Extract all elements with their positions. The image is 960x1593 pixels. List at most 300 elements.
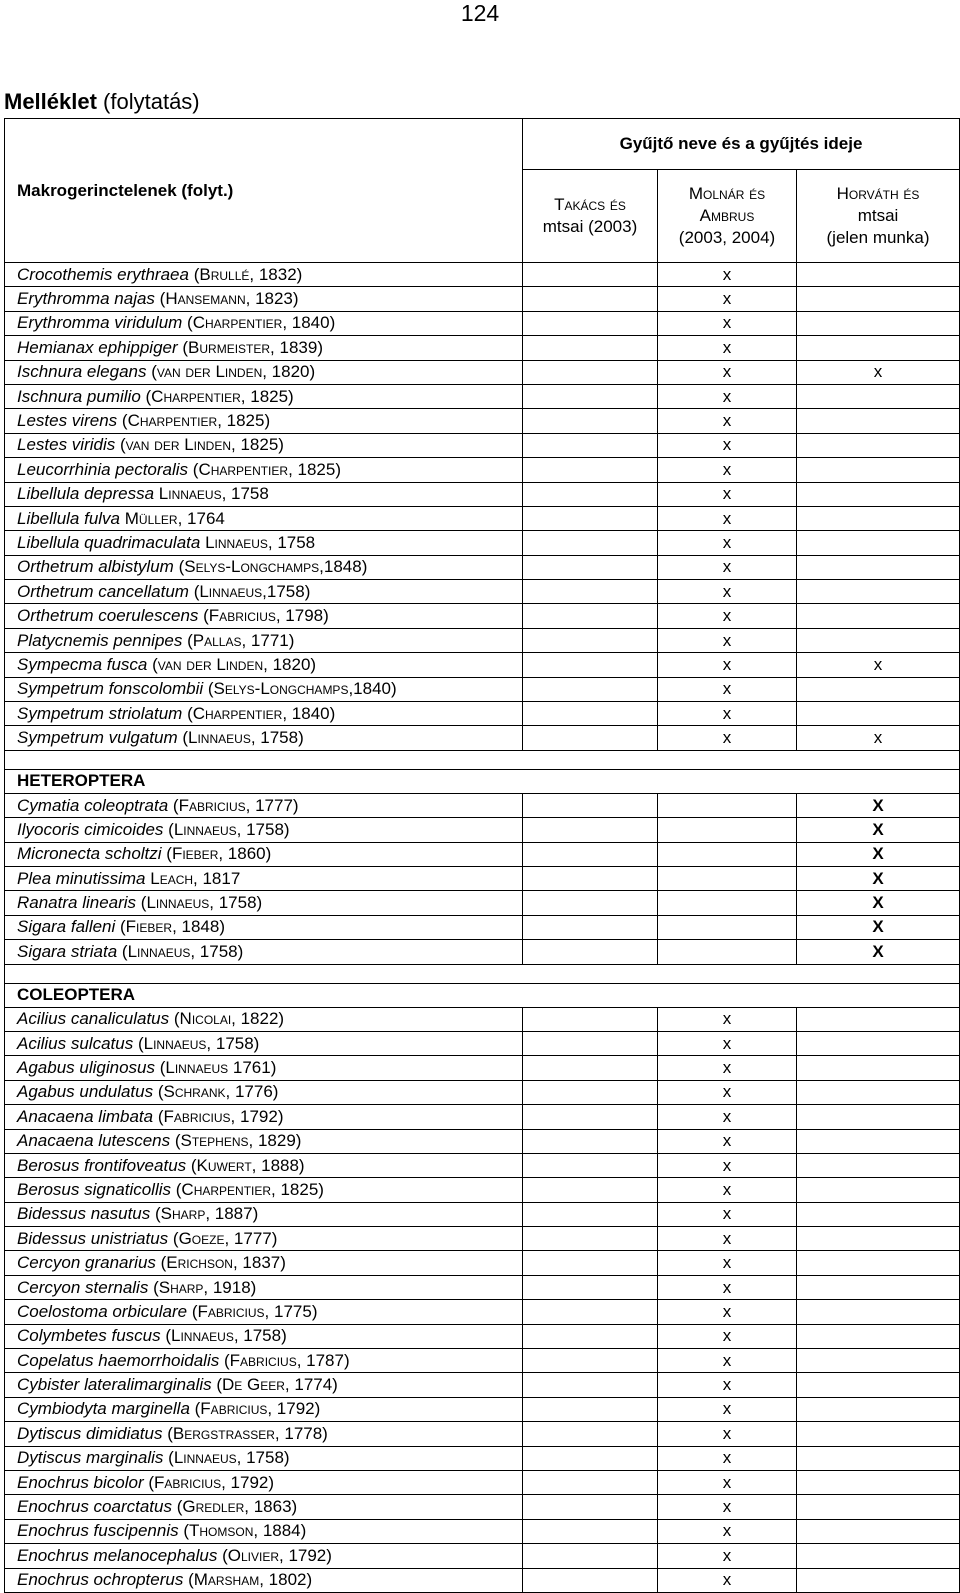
species-author: (Hansemann, 1823): [159, 289, 299, 309]
mark-molnar: x: [658, 1202, 797, 1226]
mark-molnar: x: [658, 1568, 797, 1592]
species-name-cell: [5, 409, 523, 433]
table-row: [5, 1129, 960, 1153]
species-name: Erythromma najas: [17, 289, 155, 309]
mark-horvath: [797, 506, 960, 530]
species-author: (Charpentier, 1825): [121, 411, 271, 431]
mark-molnar: x: [658, 1275, 797, 1299]
group-header-row: [5, 983, 960, 1007]
mark-horvath: x: [797, 360, 960, 384]
species-name-cell: [5, 1178, 523, 1202]
species-name-cell: [5, 1202, 523, 1226]
mark-takacs: [523, 702, 658, 726]
species-name: Enochrus melanocephalus: [17, 1545, 218, 1565]
mark-horvath: [797, 409, 960, 433]
mark-molnar: x: [658, 726, 797, 750]
species-name-cell: [5, 1446, 523, 1470]
header-col-takacs: [523, 170, 658, 263]
mark-molnar: x: [658, 311, 797, 335]
mark-horvath: X: [797, 866, 960, 890]
mark-molnar: x: [658, 287, 797, 311]
mark-horvath: [797, 1202, 960, 1226]
mark-takacs: [523, 1495, 658, 1519]
table-row: [5, 287, 960, 311]
species-author: (Sharp, 1887): [154, 1204, 259, 1224]
mark-takacs: [523, 287, 658, 311]
species-name: Cercyon granarius: [17, 1253, 156, 1273]
species-name-cell: [5, 482, 523, 506]
species-author: (Charpentier, 1825): [145, 386, 294, 406]
mark-molnar: x: [658, 580, 797, 604]
mark-horvath: [797, 1470, 960, 1494]
species-author: (Fieber, 1860): [166, 844, 272, 864]
species-name: Cymatia coleoptrata: [17, 795, 169, 815]
species-author: (Linnaeus, 1758): [140, 893, 263, 913]
group-header-row: [5, 769, 960, 793]
table-row: [5, 842, 960, 866]
mark-horvath: [797, 1129, 960, 1153]
header-molnar-line3: (2003, 2004): [678, 228, 776, 247]
table-row: [5, 1495, 960, 1519]
species-name: Crocothemis erythraea: [17, 264, 189, 284]
mark-molnar: x: [658, 1031, 797, 1055]
mark-horvath: X: [797, 818, 960, 842]
mark-takacs: [523, 1324, 658, 1348]
species-author: (Linnaeus, 1758): [165, 1326, 287, 1346]
species-name-cell: [5, 1470, 523, 1494]
table-row: [5, 1349, 960, 1373]
header-molnar-name: Molnár és: [688, 184, 766, 203]
species-author: (Gredler, 1863): [176, 1497, 298, 1517]
table-row: [5, 580, 960, 604]
table-row: [5, 409, 960, 433]
species-table: [4, 118, 960, 1593]
species-name-cell: [5, 915, 523, 939]
mark-molnar: x: [658, 482, 797, 506]
species-author: (Selys-Longchamps,1848): [178, 557, 368, 577]
mark-molnar: x: [658, 1446, 797, 1470]
table-row: [5, 1422, 960, 1446]
mark-molnar: x: [658, 384, 797, 408]
table-row: [5, 1080, 960, 1104]
species-name: Agabus undulatus: [17, 1082, 154, 1102]
mark-takacs: [523, 1275, 658, 1299]
species-name-cell: [5, 1324, 523, 1348]
species-author: (Burmeister, 1839): [182, 337, 323, 357]
mark-molnar: x: [658, 1422, 797, 1446]
mark-molnar: x: [658, 1349, 797, 1373]
species-name-cell: [5, 580, 523, 604]
mark-horvath: [797, 1080, 960, 1104]
mark-horvath: [797, 1153, 960, 1177]
mark-takacs: [523, 866, 658, 890]
species-name: Cercyon sternalis: [17, 1277, 149, 1297]
mark-molnar: x: [658, 628, 797, 652]
mark-takacs: [523, 1568, 658, 1592]
mark-takacs: [523, 1349, 658, 1373]
mark-takacs: [523, 506, 658, 530]
species-name-cell: [5, 531, 523, 555]
table-row: [5, 677, 960, 701]
species-name-cell: [5, 1080, 523, 1104]
mark-horvath: [797, 1519, 960, 1543]
mark-takacs: [523, 1373, 658, 1397]
mark-molnar: x: [658, 433, 797, 457]
mark-takacs: [523, 360, 658, 384]
species-name: Berosus signaticollis: [17, 1179, 172, 1199]
mark-horvath: [797, 336, 960, 360]
species-name: Enochrus ochropterus: [17, 1570, 184, 1590]
table-row: [5, 726, 960, 750]
species-name: Anacaena limbata: [17, 1106, 154, 1126]
mark-takacs: [523, 842, 658, 866]
species-name-cell: [5, 1495, 523, 1519]
species-author: Linnaeus, 1758: [205, 532, 316, 552]
mark-horvath: [797, 1178, 960, 1202]
mark-horvath: [797, 263, 960, 287]
species-author: (Erichson, 1837): [160, 1253, 286, 1273]
species-name: Ilyocoris cimicoides: [17, 819, 164, 839]
species-name-cell: [5, 891, 523, 915]
mark-horvath: [797, 1300, 960, 1324]
species-name-cell: [5, 1275, 523, 1299]
species-name: Platycnemis pennipes: [17, 630, 183, 650]
species-name-cell: [5, 263, 523, 287]
table-row: [5, 1470, 960, 1494]
species-name: Sympetrum fonscolombii: [17, 679, 204, 699]
species-name: Ischnura pumilio: [17, 386, 141, 406]
mark-takacs: [523, 263, 658, 287]
species-name: Agabus uliginosus: [17, 1058, 155, 1078]
mark-takacs: [523, 653, 658, 677]
header-col-molnar: [658, 170, 797, 263]
table-row: [5, 1031, 960, 1055]
species-name: Micronecta scholtzi: [17, 844, 162, 864]
mark-horvath: X: [797, 891, 960, 915]
species-name-cell: [5, 506, 523, 530]
species-author: (Linnaeus, 1758): [121, 941, 244, 961]
mark-takacs: [523, 555, 658, 579]
species-name: Ischnura elegans: [17, 362, 147, 382]
mark-takacs: [523, 1446, 658, 1470]
mark-molnar: x: [658, 604, 797, 628]
mark-takacs: [523, 1397, 658, 1421]
mark-molnar: x: [658, 1251, 797, 1275]
table-row: [5, 1568, 960, 1592]
mark-molnar: x: [658, 1007, 797, 1031]
mark-molnar: x: [658, 409, 797, 433]
species-author: (Linnaeus,1758): [193, 581, 311, 601]
species-author: (Selys-Longchamps,1840): [207, 679, 397, 699]
mark-horvath: [797, 555, 960, 579]
species-name: Dytiscus dimidiatus: [17, 1423, 163, 1443]
species-author: Müller, 1764: [124, 508, 225, 528]
mark-horvath: [797, 1568, 960, 1592]
table-row: [5, 628, 960, 652]
mark-molnar: x: [658, 1470, 797, 1494]
species-author: (Linnaeus, 1758): [168, 1448, 290, 1468]
mark-horvath: x: [797, 653, 960, 677]
species-name-cell: [5, 311, 523, 335]
table-row: [5, 940, 960, 964]
mark-horvath: [797, 311, 960, 335]
mark-horvath: x: [797, 726, 960, 750]
mark-molnar: [658, 818, 797, 842]
mark-molnar: [658, 915, 797, 939]
species-name-cell: [5, 604, 523, 628]
mark-takacs: [523, 1470, 658, 1494]
table-row: [5, 891, 960, 915]
species-name: Sympecma fusca: [17, 654, 148, 674]
species-author: Linnaeus, 1758: [158, 484, 269, 504]
species-name-cell: [5, 384, 523, 408]
species-name: Cymbiodyta marginella: [17, 1399, 190, 1419]
species-name-cell: [5, 1373, 523, 1397]
species-name: Erythromma viridulum: [17, 313, 183, 333]
mark-molnar: x: [658, 702, 797, 726]
mark-horvath: [797, 1056, 960, 1080]
table-body: [5, 263, 960, 1593]
species-author: Leach, 1817: [150, 868, 241, 888]
mark-horvath: X: [797, 915, 960, 939]
mark-horvath: [797, 1373, 960, 1397]
mark-takacs: [523, 628, 658, 652]
mark-molnar: x: [658, 653, 797, 677]
section-title: [4, 89, 200, 115]
table-row: [5, 1202, 960, 1226]
mark-takacs: [523, 1422, 658, 1446]
table-row: [5, 604, 960, 628]
mark-takacs: [523, 891, 658, 915]
species-name: Ranatra linearis: [17, 893, 137, 913]
species-name-cell: [5, 1227, 523, 1251]
mark-horvath: [797, 1446, 960, 1470]
species-author: (Kuwert, 1888): [190, 1155, 305, 1175]
species-author: (Schrank, 1776): [157, 1082, 279, 1102]
table-row: [5, 1519, 960, 1543]
species-name: Acilius canaliculatus: [17, 1009, 170, 1029]
mark-horvath: [797, 677, 960, 701]
species-name: Colymbetes fuscus: [17, 1326, 161, 1346]
species-name: Anacaena lutescens: [17, 1131, 171, 1151]
mark-horvath: [797, 1227, 960, 1251]
species-name: Orthetrum albistylum: [17, 557, 174, 577]
mark-molnar: x: [658, 1056, 797, 1080]
species-author: (Bergstrasser, 1778): [167, 1423, 328, 1443]
mark-takacs: [523, 1178, 658, 1202]
mark-horvath: X: [797, 940, 960, 964]
mark-molnar: x: [658, 336, 797, 360]
species-name-cell: [5, 842, 523, 866]
species-author: (van der Linden, 1825): [120, 435, 284, 455]
table-row: [5, 793, 960, 817]
species-name-cell: [5, 940, 523, 964]
table-row: [5, 1105, 960, 1129]
species-name: Enochrus fuscipennis: [17, 1521, 179, 1541]
mark-takacs: [523, 1153, 658, 1177]
table-row: [5, 458, 960, 482]
species-name: Sympetrum striolatum: [17, 703, 183, 723]
mark-horvath: [797, 433, 960, 457]
mark-horvath: [797, 1105, 960, 1129]
species-author: (Fabricius, 1775): [191, 1301, 318, 1321]
mark-horvath: X: [797, 793, 960, 817]
mark-molnar: x: [658, 1324, 797, 1348]
species-author: (Fabricius, 1792): [148, 1472, 275, 1492]
mark-takacs: [523, 1105, 658, 1129]
header-horvath-line2: mtsai: [857, 206, 899, 225]
mark-molnar: x: [658, 360, 797, 384]
header-main-label: Makrogerinctelenek (folyt.): [5, 119, 523, 263]
table-row: [5, 1227, 960, 1251]
species-author: (De Geer, 1774): [216, 1375, 338, 1395]
mark-takacs: [523, 1031, 658, 1055]
spacer-row: [5, 750, 960, 769]
table-row: [5, 1446, 960, 1470]
header-horvath-line3: (jelen munka): [826, 228, 930, 247]
mark-molnar: x: [658, 1495, 797, 1519]
mark-horvath: [797, 580, 960, 604]
species-name: Hemianax ephippiger: [17, 337, 178, 357]
mark-takacs: [523, 915, 658, 939]
mark-horvath: [797, 287, 960, 311]
species-name: Enochrus bicolor: [17, 1472, 144, 1492]
species-name-cell: [5, 1568, 523, 1592]
section-title-bold: Melléklet: [4, 89, 97, 114]
mark-molnar: x: [658, 1178, 797, 1202]
species-name-cell: [5, 726, 523, 750]
species-author: (Pallas, 1771): [187, 630, 295, 650]
mark-molnar: [658, 866, 797, 890]
species-author: (Linnaeus, 1758): [182, 728, 304, 748]
mark-molnar: [658, 940, 797, 964]
mark-takacs: [523, 409, 658, 433]
mark-horvath: [797, 1324, 960, 1348]
table-row: [5, 866, 960, 890]
table-row: [5, 1007, 960, 1031]
table-row: [5, 653, 960, 677]
species-author: (Goeze, 1777): [172, 1228, 278, 1248]
mark-takacs: [523, 336, 658, 360]
table-row: [5, 1153, 960, 1177]
species-name: Sigara striata: [17, 941, 118, 961]
species-name-cell: [5, 1105, 523, 1129]
mark-takacs: [523, 1056, 658, 1080]
table-row: [5, 1178, 960, 1202]
species-name-cell: [5, 793, 523, 817]
species-author: (Linnaeus, 1758): [168, 819, 290, 839]
table-row: [5, 1251, 960, 1275]
table-row: [5, 1373, 960, 1397]
species-author: (Linnaeus, 1758): [137, 1033, 260, 1053]
table-row: [5, 1324, 960, 1348]
mark-horvath: [797, 482, 960, 506]
mark-takacs: [523, 1519, 658, 1543]
mark-horvath: [797, 1031, 960, 1055]
species-name: Dytiscus marginalis: [17, 1448, 164, 1468]
page-number: 124: [460, 0, 500, 26]
species-name: Enochrus coarctatus: [17, 1497, 172, 1517]
mark-horvath: [797, 1275, 960, 1299]
mark-takacs: [523, 531, 658, 555]
mark-horvath: [797, 531, 960, 555]
species-name-cell: [5, 1251, 523, 1275]
header-molnar-line2: Ambrus: [699, 206, 755, 225]
mark-molnar: x: [658, 677, 797, 701]
species-name-cell: [5, 1519, 523, 1543]
species-name-cell: [5, 1031, 523, 1055]
mark-molnar: x: [658, 1519, 797, 1543]
table-row: [5, 506, 960, 530]
mark-takacs: [523, 940, 658, 964]
species-name: Sympetrum vulgatum: [17, 728, 178, 748]
mark-takacs: [523, 604, 658, 628]
header-group-label: Gyűjtő neve és a gyűjtés ideje: [523, 119, 960, 170]
species-name-cell: [5, 1300, 523, 1324]
species-author: (Charpentier, 1840): [187, 313, 336, 333]
mark-takacs: [523, 818, 658, 842]
species-author: (Linnaeus 1761): [159, 1058, 277, 1078]
section-title-rest: (folytatás): [96, 89, 200, 114]
species-name: Plea minutissima: [17, 868, 146, 888]
species-name: Orthetrum coerulescens: [17, 606, 199, 626]
mark-takacs: [523, 458, 658, 482]
mark-horvath: [797, 458, 960, 482]
header-horvath-name: Horváth és: [836, 184, 920, 203]
mark-takacs: [523, 482, 658, 506]
mark-takacs: [523, 1007, 658, 1031]
mark-molnar: x: [658, 1373, 797, 1397]
mark-molnar: x: [658, 506, 797, 530]
species-name-cell: [5, 287, 523, 311]
table-row: [5, 702, 960, 726]
mark-takacs: [523, 580, 658, 604]
table-row: [5, 555, 960, 579]
mark-takacs: [523, 1080, 658, 1104]
table-row: [5, 1300, 960, 1324]
table-row: [5, 482, 960, 506]
mark-molnar: [658, 891, 797, 915]
mark-molnar: x: [658, 1129, 797, 1153]
species-name-cell: [5, 677, 523, 701]
mark-molnar: x: [658, 1544, 797, 1568]
spacer-cell: [5, 750, 960, 769]
species-name-cell: [5, 1007, 523, 1031]
species-name: Bidessus unistriatus: [17, 1228, 169, 1248]
mark-molnar: x: [658, 1300, 797, 1324]
species-author: (Charpentier, 1825): [175, 1179, 324, 1199]
table-row: [5, 433, 960, 457]
species-author: (Fieber, 1848): [120, 917, 225, 937]
species-name: Cybister lateralimarginalis: [17, 1375, 212, 1395]
mark-horvath: X: [797, 842, 960, 866]
mark-takacs: [523, 677, 658, 701]
table-row: [5, 1397, 960, 1421]
table-row: [5, 1275, 960, 1299]
mark-molnar: x: [658, 1397, 797, 1421]
species-name: Orthetrum cancellatum: [17, 581, 189, 601]
species-name: Lestes viridis: [17, 435, 116, 455]
table-row: [5, 336, 960, 360]
species-name-cell: [5, 433, 523, 457]
species-name-cell: [5, 1422, 523, 1446]
table-row: [5, 1056, 960, 1080]
mark-takacs: [523, 433, 658, 457]
species-name: Leucorrhinia pectoralis: [17, 459, 189, 479]
table-row: [5, 360, 960, 384]
species-name-cell: [5, 336, 523, 360]
mark-molnar: x: [658, 1153, 797, 1177]
